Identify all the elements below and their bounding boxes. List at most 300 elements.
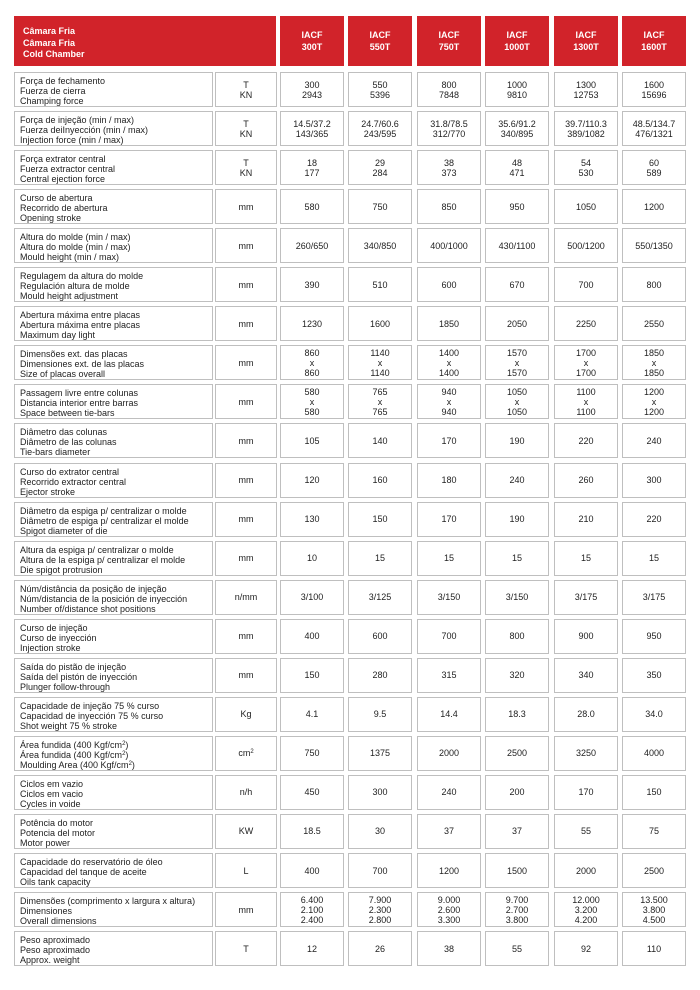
- spec-value-750t: [417, 502, 481, 537]
- spec-value-line: 580: [304, 386, 320, 397]
- spec-value-300t: [280, 814, 344, 849]
- spec-value-line: 860: [304, 367, 320, 378]
- spec-value-line: 2050: [506, 318, 528, 329]
- spec-label: [14, 736, 213, 771]
- spec-value-line: 580: [304, 201, 320, 212]
- spec-value-line: 1050: [506, 386, 528, 397]
- spec-label: [14, 775, 213, 810]
- spec-value-750t: [417, 189, 481, 224]
- spec-value-line: 240: [441, 787, 457, 798]
- spec-value-line: 7848: [438, 89, 460, 100]
- spec-label-line: Dimensões ext. das placas: [20, 349, 128, 360]
- spec-label-line: Curso de abertura: [20, 193, 93, 204]
- spec-value-line: 1230: [301, 318, 323, 329]
- spec-label: [14, 892, 213, 927]
- spec-value-line: 15696: [641, 89, 667, 100]
- spec-unit: [215, 502, 277, 537]
- spec-value-line: 18: [306, 157, 317, 168]
- spec-unit-line: n/h: [239, 787, 253, 798]
- spec-value-550t: [348, 697, 412, 732]
- spec-value-line: 300: [304, 79, 320, 90]
- spec-value-300t: [280, 658, 344, 693]
- spec-value-line: 2250: [575, 318, 597, 329]
- spec-value-line: 320: [509, 670, 525, 681]
- spec-label-line: Maximum day light: [20, 330, 96, 341]
- spec-value-line: 1700: [575, 367, 597, 378]
- spec-value-line: 500/1200: [567, 240, 605, 251]
- spec-value-line: 400/1000: [430, 240, 468, 251]
- spec-value-line: 15: [511, 553, 522, 564]
- spec-value-300t: [280, 619, 344, 654]
- spec-unit: [215, 345, 277, 380]
- spec-value-1000t: [485, 931, 549, 966]
- spec-value-line: 373: [441, 167, 457, 178]
- spec-row: [14, 580, 686, 615]
- spec-row: [14, 697, 686, 732]
- spec-value-750t: [417, 150, 481, 185]
- spec-value-line: 220: [578, 435, 594, 446]
- spec-label-line: Motor power: [20, 837, 71, 848]
- spec-value-1600t: [622, 736, 686, 771]
- spec-value-line: 3.800: [505, 914, 529, 925]
- spec-value-300t: [280, 697, 344, 732]
- spec-value-line: 2550: [643, 318, 665, 329]
- spec-value-line: 1570: [506, 347, 528, 358]
- spec-unit-line: T: [243, 943, 249, 954]
- spec-value-750t: [417, 736, 481, 771]
- spec-value-line: 2000: [438, 748, 460, 759]
- spec-label-line: Recorrido de abertura: [20, 203, 108, 214]
- model-header-line: 750T: [438, 42, 460, 52]
- spec-unit-line: T: [243, 79, 249, 90]
- spec-row: [14, 658, 686, 693]
- model-header-300t: [280, 16, 344, 66]
- spec-value-line: 340: [578, 670, 594, 681]
- spec-value-line: 15: [374, 553, 385, 564]
- spec-value-1600t: [622, 853, 686, 888]
- spec-value-line: 2.100: [300, 904, 324, 915]
- spec-label-line: Capacidad del tanque de aceite: [20, 867, 147, 877]
- spec-value-line: 39.7/110.3: [565, 118, 607, 129]
- spec-value-line: 3/125: [368, 592, 392, 603]
- spec-value-line: 177: [304, 167, 320, 178]
- spec-value-line: 300: [372, 787, 388, 798]
- spec-value-750t: [417, 775, 481, 810]
- header-title-line: Cold Chamber: [23, 49, 85, 59]
- header-title-line: Câmara Fria: [23, 37, 76, 48]
- spec-value-line: 1400: [438, 347, 460, 358]
- spec-value-line: 75: [648, 826, 659, 837]
- spec-value-line: 389/1082: [567, 128, 605, 139]
- spec-value-750t: [417, 463, 481, 498]
- spec-value-line: 24.7/60.6: [361, 118, 399, 129]
- spec-value-line: x: [309, 357, 315, 368]
- model-header-1000t: [485, 16, 549, 66]
- spec-value-line: 3250: [575, 748, 597, 759]
- spec-value-line: 315: [441, 670, 457, 681]
- spec-value-line: x: [514, 357, 520, 368]
- spec-value-line: 430/1100: [498, 240, 536, 251]
- spec-value-line: 800: [509, 631, 525, 642]
- spec-value-line: 940: [441, 386, 457, 397]
- spec-value-750t: [417, 892, 481, 927]
- spec-label: [14, 463, 213, 498]
- spec-value-750t: [417, 697, 481, 732]
- spec-label-line: Saída do pistão de injeção: [20, 661, 127, 672]
- spec-value-1000t: [485, 580, 549, 615]
- spec-value-line: 38: [443, 157, 454, 168]
- spec-unit: [215, 228, 277, 263]
- spec-value-300t: [280, 931, 344, 966]
- spec-unit-line: T: [243, 157, 249, 168]
- spec-value-line: 350: [646, 670, 662, 681]
- spec-unit: [215, 306, 277, 341]
- spec-label-line: Dimensões (comprimento x largura x altura): [20, 896, 196, 907]
- spec-label: [14, 72, 213, 107]
- spec-value-line: 280: [372, 670, 388, 681]
- header-title-line: Câmara Fria: [23, 26, 76, 36]
- spec-value-550t: [348, 658, 412, 693]
- spec-label-line: Distancia interior entre barras: [20, 398, 139, 409]
- spec-label: [14, 189, 213, 224]
- spec-value-line: 2.700: [505, 904, 529, 915]
- spec-value-line: 1140: [370, 347, 390, 358]
- spec-value-line: 1850: [643, 367, 665, 378]
- spec-value-1600t: [622, 345, 686, 380]
- spec-label-line: Injection force (min / max): [20, 135, 124, 146]
- spec-value-line: 37: [511, 826, 522, 837]
- spec-value-1000t: [485, 306, 549, 341]
- spec-value-line: 170: [578, 787, 594, 798]
- spec-label-line: Fuerza deiInyección (min / max): [20, 125, 149, 136]
- spec-value-1300t: [554, 853, 618, 888]
- spec-unit: [215, 384, 277, 419]
- spec-label-line: Regulación altura de molde: [20, 281, 130, 292]
- spec-value-line: 3/175: [642, 592, 666, 603]
- spec-value-line: 210: [578, 514, 594, 525]
- spec-value-550t: [348, 814, 412, 849]
- spec-value-line: 9.5: [373, 709, 387, 720]
- spec-value-line: x: [583, 396, 589, 407]
- spec-value-1300t: [554, 384, 618, 419]
- spec-value-line: 2500: [643, 865, 665, 876]
- spec-value-line: 37: [443, 826, 454, 837]
- spec-value-750t: [417, 267, 481, 302]
- spec-value-line: 700: [372, 865, 388, 876]
- spec-unit-line: mm: [238, 631, 254, 642]
- spec-value-line: 2.800: [368, 914, 392, 925]
- spec-value-line: 18.3: [508, 709, 526, 720]
- spec-value-1000t: [485, 814, 549, 849]
- spec-value-line: 150: [304, 670, 320, 681]
- spec-label: [14, 345, 213, 380]
- spec-label-line: Approx. weight: [20, 955, 80, 966]
- spec-value-line: 38: [443, 943, 454, 954]
- spec-value-line: 2000: [575, 865, 597, 876]
- spec-value-line: 243/595: [363, 128, 397, 139]
- spec-value-line: 550/1350: [635, 240, 673, 251]
- spec-row: [14, 814, 686, 849]
- spec-unit: [215, 580, 277, 615]
- spec-row: [14, 423, 686, 458]
- spec-value-line: 60: [648, 157, 659, 168]
- spec-value-line: 55: [511, 943, 522, 954]
- spec-label-line: Oils tank capacity: [20, 877, 91, 887]
- spec-row: [14, 736, 686, 771]
- spec-unit-line: Kg: [240, 709, 252, 720]
- spec-value-line: 143/365: [295, 128, 329, 139]
- spec-unit-line: mm: [238, 201, 254, 212]
- model-header-line: IACF: [301, 30, 323, 40]
- spec-value-line: 35.6/91.2: [498, 118, 536, 129]
- spec-value-line: 150: [646, 787, 662, 798]
- spec-value-1300t: [554, 267, 618, 302]
- spec-value-750t: [417, 580, 481, 615]
- spec-unit: [215, 463, 277, 498]
- spec-value-750t: [417, 814, 481, 849]
- spec-value-1300t: [554, 463, 618, 498]
- spec-unit-line: mm: [238, 670, 254, 681]
- spec-value-1600t: [622, 658, 686, 693]
- spec-value-750t: [417, 541, 481, 576]
- spec-label-line: Diâmetro de las colunas: [20, 437, 117, 448]
- spec-row: [14, 541, 686, 576]
- spec-value-line: 670: [509, 279, 525, 290]
- spec-value-750t: [417, 72, 481, 107]
- spec-value-line: 12: [306, 943, 317, 954]
- spec-value-line: 170: [441, 435, 457, 446]
- spec-value-550t: [348, 384, 412, 419]
- spec-label-line: Altura da espiga p/ centralizar o molde: [20, 544, 174, 555]
- spec-label-line: Spigot diameter of die: [20, 525, 108, 536]
- spec-value-line: 26: [374, 943, 385, 954]
- spec-value-line: 340/895: [500, 128, 534, 139]
- spec-row: [14, 892, 686, 927]
- spec-value-line: 476/1321: [635, 128, 673, 139]
- spec-label-line: Peso aproximado: [20, 945, 91, 956]
- model-header-line: IACF: [438, 30, 460, 40]
- spec-value-line: 12.000: [572, 894, 600, 905]
- spec-value-line: x: [651, 357, 657, 368]
- spec-label-line: Ejector stroke: [20, 486, 76, 497]
- model-header-line: IACF: [506, 30, 528, 40]
- spec-value-1300t: [554, 931, 618, 966]
- spec-value-line: 14.4: [440, 709, 458, 720]
- spec-label-line: Curso do extrator central: [20, 466, 120, 477]
- spec-value-550t: [348, 72, 412, 107]
- model-header-1300t: [554, 16, 618, 66]
- spec-unit: [215, 267, 277, 302]
- spec-value-550t: [348, 853, 412, 888]
- spec-label-line: Dimensiones ext. de las placas: [20, 359, 145, 370]
- spec-label: [14, 423, 213, 458]
- spec-value-line: x: [651, 396, 657, 407]
- spec-label-line: Diâmetro de espiga p/ centralizar el molde: [20, 515, 189, 526]
- spec-value-line: 1050: [575, 201, 597, 212]
- spec-label-line: Área fundida (400 Kgf/$cm^2$): [20, 749, 129, 760]
- spec-label: [14, 228, 213, 263]
- spec-value-line: 450: [304, 787, 320, 798]
- spec-value-1300t: [554, 72, 618, 107]
- spec-value-line: 1200: [643, 406, 665, 417]
- spec-value-550t: [348, 892, 412, 927]
- spec-label: [14, 150, 213, 185]
- spec-value-line: 600: [372, 631, 388, 642]
- spec-value-1000t: [485, 345, 549, 380]
- spec-value-line: 312/770: [432, 128, 466, 139]
- spec-label-line: Altura de la espiga p/ centralizar el molde: [20, 554, 186, 565]
- spec-value-1000t: [485, 697, 549, 732]
- spec-label-line: Mould height (min / max): [20, 252, 120, 263]
- spec-value-1000t: [485, 423, 549, 458]
- spec-value-1000t: [485, 502, 549, 537]
- spec-row: [14, 111, 686, 146]
- spec-value-line: 5396: [369, 89, 391, 100]
- spec-value-1300t: [554, 502, 618, 537]
- spec-value-1600t: [622, 267, 686, 302]
- spec-value-line: 30: [374, 826, 385, 837]
- spec-value-1300t: [554, 775, 618, 810]
- spec-row: [14, 189, 686, 224]
- spec-value-line: 160: [372, 475, 388, 485]
- spec-value-line: 284: [372, 167, 388, 178]
- spec-label: [14, 306, 213, 341]
- spec-value-line: 1570: [506, 367, 528, 378]
- spec-value-line: 190: [509, 514, 525, 525]
- spec-value-line: x: [309, 396, 315, 407]
- spec-value-line: 1375: [369, 748, 391, 759]
- spec-label: [14, 697, 213, 732]
- spec-unit: [215, 697, 277, 732]
- spec-value-300t: [280, 580, 344, 615]
- spec-value-300t: [280, 892, 344, 927]
- spec-label-line: Champing force: [20, 96, 84, 106]
- spec-label-line: Diâmetro da espiga p/ centralizar o molde: [20, 505, 187, 516]
- spec-label-line: Shot weight 75 % stroke: [20, 720, 118, 731]
- spec-value-line: 105: [304, 435, 320, 446]
- model-header-line: 1600T: [641, 42, 667, 52]
- spec-label-line: Potencia del motor: [20, 827, 96, 838]
- spec-unit: [215, 111, 277, 146]
- spec-label-line: Curso de injeção: [20, 622, 88, 633]
- spec-unit: [215, 72, 277, 107]
- spec-unit-line: mm: [238, 435, 254, 446]
- spec-row: [14, 306, 686, 341]
- spec-value-550t: [348, 463, 412, 498]
- spec-value-550t: [348, 423, 412, 458]
- spec-label-line: Força de injeção (min / max): [20, 115, 135, 126]
- spec-label-line: Núm/distância da posição de injeção: [20, 583, 167, 594]
- spec-unit-line: n/mm: [234, 592, 258, 603]
- spec-value-line: 390: [304, 279, 320, 290]
- spec-label-line: Passagem livre entre colunas: [20, 388, 139, 399]
- spec-value-line: x: [514, 396, 520, 407]
- spec-value-550t: [348, 228, 412, 263]
- spec-value-1300t: [554, 111, 618, 146]
- spec-label-line: Área fundida (400 Kgf/$cm^2$): [20, 739, 129, 750]
- spec-unit-line: mm: [238, 475, 254, 485]
- spec-value-line: 15: [443, 553, 454, 564]
- model-header-line: 1000T: [504, 42, 530, 52]
- spec-value-line: 15: [648, 553, 659, 564]
- spec-label-line: Central ejection force: [20, 174, 106, 185]
- spec-value-300t: [280, 72, 344, 107]
- spec-value-line: 3/150: [437, 592, 461, 603]
- spec-label-line: Size of placas overall: [20, 369, 106, 380]
- spec-label-line: Fuerza de cierra: [20, 86, 86, 96]
- spec-value-1600t: [622, 697, 686, 732]
- spec-value-line: 170: [441, 514, 457, 525]
- spec-value-1000t: [485, 736, 549, 771]
- spec-row: [14, 384, 686, 419]
- spec-value-550t: [348, 111, 412, 146]
- spec-value-1600t: [622, 111, 686, 146]
- spec-value-550t: [348, 345, 412, 380]
- spec-value-550t: [348, 619, 412, 654]
- spec-label: [14, 580, 213, 615]
- spec-value-line: 3.800: [642, 904, 666, 915]
- spec-value-line: 4.1: [305, 709, 319, 720]
- spec-value-line: 29: [374, 157, 385, 168]
- spec-label-line: Number of/distance shot positions: [20, 603, 156, 614]
- spec-value-300t: [280, 150, 344, 185]
- spec-value-line: 6.400: [300, 894, 324, 905]
- spec-unit-line: L: [243, 865, 249, 876]
- spec-value-line: 800: [441, 79, 457, 90]
- spec-value-300t: [280, 384, 344, 419]
- spec-label-line: Força de fechamento: [20, 76, 106, 86]
- spec-value-line: 3/150: [505, 592, 529, 603]
- spec-value-line: 589: [646, 167, 662, 178]
- spec-label-line: Capacidade do reservatório de óleo: [20, 857, 163, 867]
- spec-label-line: Dimensiones: [20, 906, 73, 917]
- spec-value-line: x: [446, 396, 452, 407]
- spec-value-line: 150: [372, 514, 388, 525]
- spec-value-line: 240: [509, 475, 525, 485]
- spec-unit: [215, 658, 277, 693]
- spec-value-line: 1700: [575, 347, 597, 358]
- spec-value-line: 190: [509, 435, 525, 446]
- spec-unit-line: mm: [238, 396, 254, 407]
- spec-value-line: 9810: [506, 89, 528, 100]
- spec-value-750t: [417, 931, 481, 966]
- spec-value-750t: [417, 345, 481, 380]
- spec-value-1000t: [485, 72, 549, 107]
- spec-label-line: Abertura máxima entre placas: [20, 320, 141, 331]
- spec-value-300t: [280, 775, 344, 810]
- spec-row: [14, 228, 686, 263]
- spec-label-line: Recorrido extractor central: [20, 476, 127, 487]
- spec-value-550t: [348, 150, 412, 185]
- spec-label: [14, 267, 213, 302]
- spec-value-line: x: [446, 357, 452, 368]
- spec-value-line: 1200: [643, 201, 665, 212]
- spec-value-line: 400: [304, 865, 320, 876]
- spec-value-line: 7.900: [368, 894, 392, 905]
- spec-value-300t: [280, 541, 344, 576]
- spec-label: [14, 384, 213, 419]
- spec-value-line: 800: [646, 279, 662, 290]
- spec-value-line: 1300: [575, 79, 597, 90]
- spec-value-line: x: [583, 357, 589, 368]
- spec-value-line: 2943: [301, 89, 323, 100]
- spec-value-line: 260/650: [295, 240, 329, 251]
- spec-value-1600t: [622, 150, 686, 185]
- spec-unit-line: mm: [238, 553, 254, 564]
- spec-value-line: 1100: [576, 386, 596, 397]
- model-header-line: IACF: [643, 30, 665, 40]
- spec-value-1600t: [622, 502, 686, 537]
